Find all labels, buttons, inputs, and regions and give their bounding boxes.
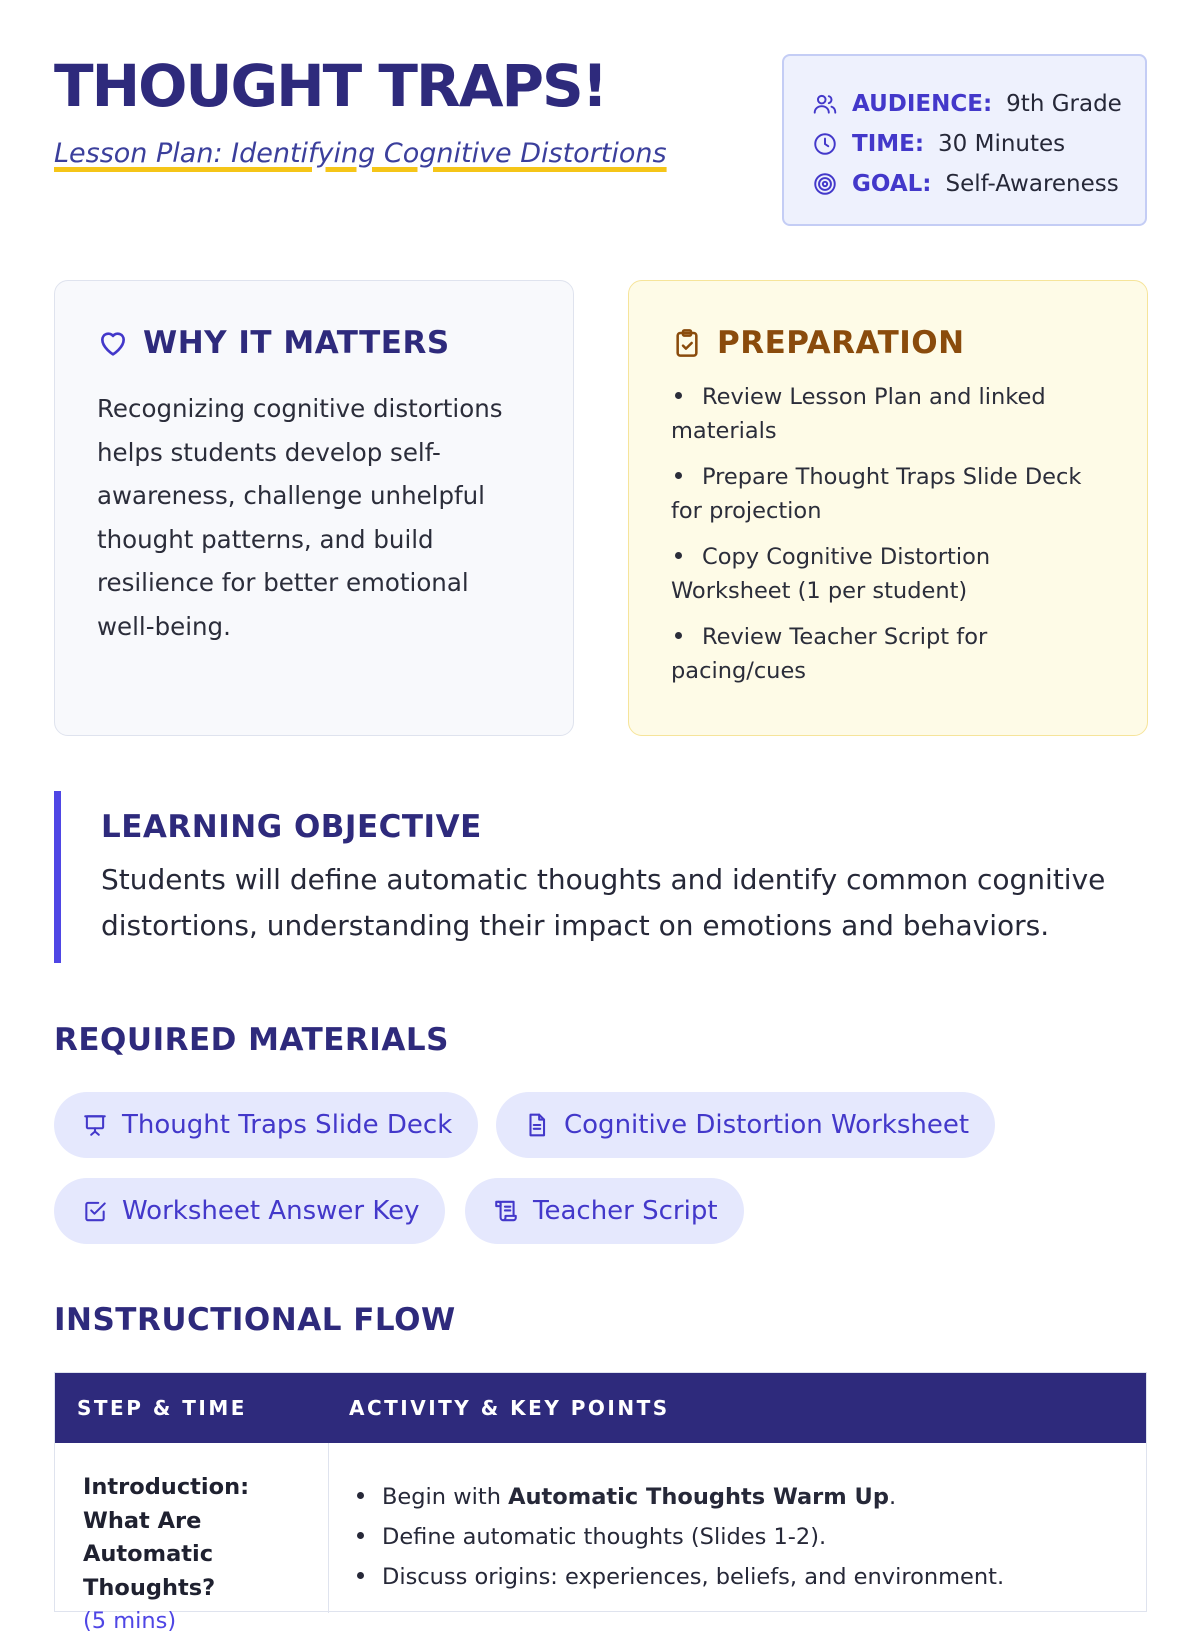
point-text: Discuss origins: experiences, beliefs, and environment. [382, 1564, 1005, 1590]
material-chip-label: Teacher Script [533, 1196, 718, 1226]
material-chip-label: Worksheet Answer Key [122, 1196, 420, 1226]
meta-goal-label: GOAL: [852, 171, 932, 197]
learning-objective-text: Students will define automatic thoughts and identify common cognitive distortions, understanding their impact on emotions and behaviors. [101, 863, 1106, 942]
presentation-icon [82, 1112, 108, 1138]
activity-cell [329, 1443, 1004, 1613]
preparation-list [671, 381, 1111, 688]
meta-time [812, 124, 1145, 164]
why-it-matters-body: Recognizing cognitive distortions helps students develop self-awareness, challenge unhelpful thought patterns, and build resilience for better emotional well-being. [97, 394, 503, 641]
list-item [671, 381, 1111, 448]
bullet [357, 1492, 364, 1499]
document-icon [524, 1112, 550, 1138]
table-row [55, 1443, 1146, 1634]
list-item [353, 1557, 1004, 1597]
page-title: THOUGHT TRAPS! [54, 52, 607, 120]
bullet [357, 1532, 364, 1539]
list-item [353, 1517, 1004, 1557]
point-text-end: . [888, 1484, 897, 1510]
point-text: Define automatic thoughts (Slides 1-2). [382, 1524, 827, 1550]
instructional-flow-table [54, 1372, 1147, 1634]
meta-audience-value: 9th Grade [1006, 91, 1122, 117]
clipboard-check-icon [671, 327, 703, 359]
meta-time-label: TIME: [852, 131, 925, 157]
table-header [55, 1373, 1146, 1443]
checkbox-icon [82, 1198, 108, 1224]
heart-icon [97, 327, 129, 359]
step-cell [55, 1443, 329, 1634]
bullet [675, 392, 682, 399]
material-chip-answer-key[interactable] [54, 1178, 445, 1244]
learning-objective-title: LEARNING OBJECTIVE [101, 809, 482, 845]
preparation-title: PREPARATION [717, 325, 965, 361]
column-header-step: STEP & TIME [77, 1396, 247, 1420]
list-item [671, 621, 1111, 688]
learning-objective-block [54, 791, 1147, 963]
activity-list [353, 1477, 1004, 1597]
bullet [675, 552, 682, 559]
required-materials-title: REQUIRED MATERIALS [54, 1022, 449, 1058]
material-chip-slide-deck[interactable] [54, 1092, 478, 1158]
step-name: Introduction: What Are Automatic Thoughts? [83, 1474, 250, 1601]
meta-audience [812, 84, 1145, 124]
target-icon [812, 171, 838, 197]
meta-goal [812, 164, 1145, 204]
why-it-matters-card [54, 280, 574, 736]
point-bold: Automatic Thoughts Warm Up [508, 1484, 889, 1510]
meta-audience-label: AUDIENCE: [852, 91, 993, 117]
material-chip-label: Cognitive Distortion Worksheet [564, 1110, 970, 1140]
why-it-matters-header [97, 325, 533, 361]
material-chip-teacher-script[interactable] [465, 1178, 744, 1244]
lesson-meta-box [782, 54, 1147, 226]
point-text: Begin with [382, 1484, 509, 1510]
list-item [353, 1477, 1004, 1517]
list-item-text: Copy Cognitive Distortion Worksheet (1 per student) [671, 544, 991, 604]
why-it-matters-title: WHY IT MATTERS [143, 325, 450, 361]
list-item [671, 541, 1111, 608]
bullet [357, 1572, 364, 1579]
meta-goal-value: Self-Awareness [945, 171, 1119, 197]
clock-icon [812, 131, 838, 157]
preparation-card [628, 280, 1148, 736]
list-item [671, 461, 1111, 528]
bullet [675, 632, 682, 639]
column-header-activity: ACTIVITY & KEY POINTS [349, 1396, 670, 1420]
instructional-flow-title: INSTRUCTIONAL FLOW [54, 1302, 456, 1338]
material-chip-worksheet[interactable] [496, 1092, 995, 1158]
users-icon [812, 91, 838, 117]
bullet [675, 472, 682, 479]
meta-time-value: 30 Minutes [938, 131, 1066, 157]
preparation-header [671, 325, 1111, 361]
list-item-text: Review Teacher Script for pacing/cues [671, 624, 988, 684]
page-subtitle: Lesson Plan: Identifying Cognitive Distortions [54, 138, 667, 169]
list-item-text: Prepare Thought Traps Slide Deck for projection [671, 464, 1082, 524]
scroll-icon [493, 1198, 519, 1224]
step-time: (5 mins) [83, 1608, 177, 1634]
material-chip-label: Thought Traps Slide Deck [122, 1110, 453, 1140]
list-item-text: Review Lesson Plan and linked materials [671, 384, 1046, 444]
